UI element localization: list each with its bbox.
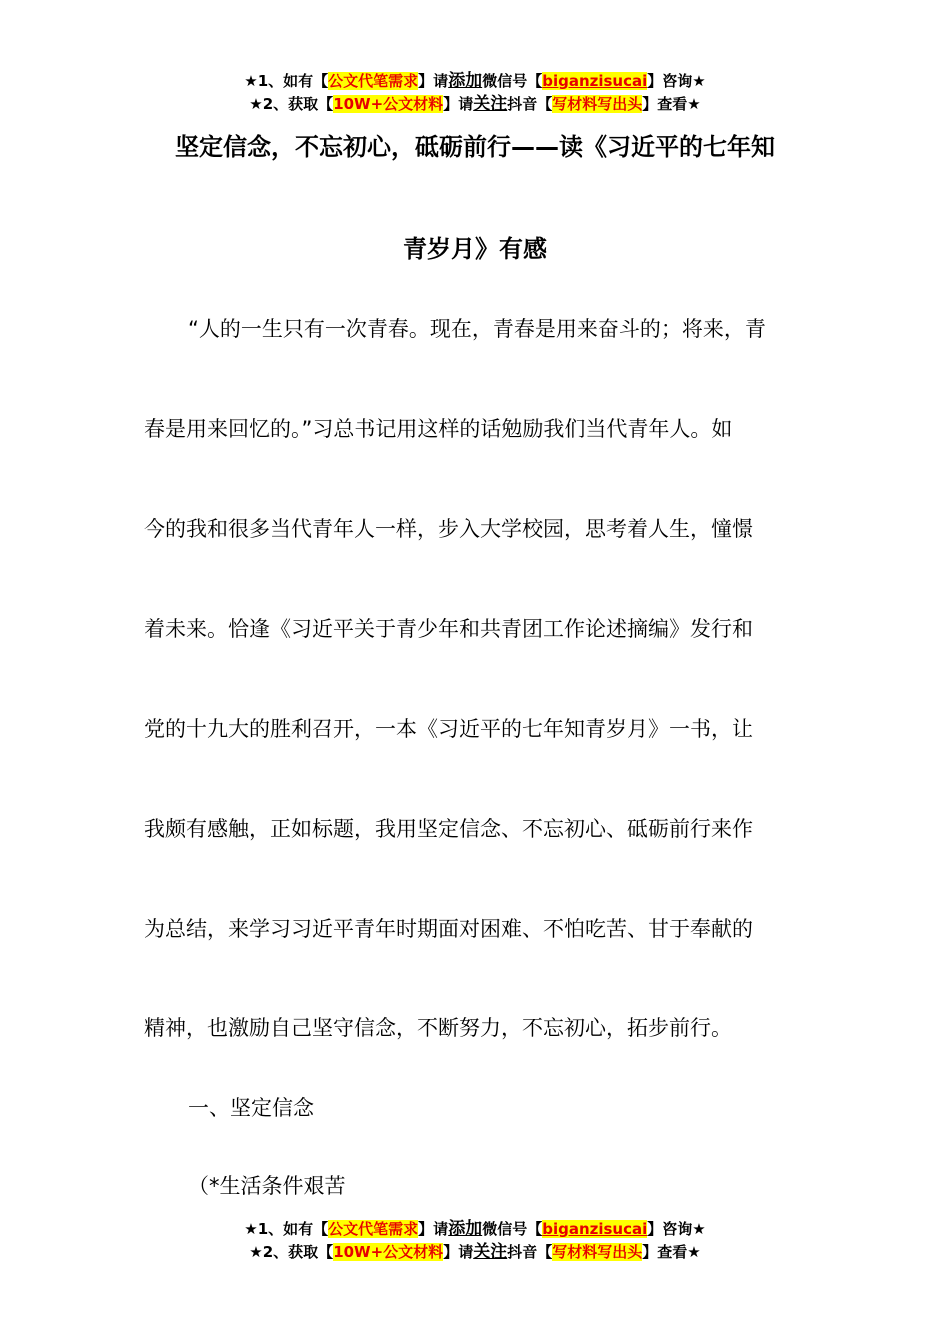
paragraph-line: 党的十九大的胜利召开，一本《习近平的七年知青岁月》一书，让 — [144, 717, 753, 741]
highlight-materials: 10W+公文材料 — [333, 1243, 444, 1261]
highlight-ghostwriting: 公文代笔需求 — [328, 72, 419, 90]
document-title-line-2: 青岁月》有感 — [403, 235, 547, 263]
top-notice — [0, 70, 950, 116]
paragraph-line: 着未来。恰逢《习近平关于青少年和共青团工作论述摘编》发行和 — [144, 617, 753, 641]
notice-line-1: ★1、如有【公文代笔需求】请添加微信号【biganzisucai】咨询★ — [244, 71, 706, 91]
douyin-account[interactable]: 写材料写出头 — [552, 95, 643, 113]
highlight-ghostwriting: 公文代笔需求 — [328, 1220, 419, 1238]
douyin-account[interactable]: 写材料写出头 — [552, 1243, 643, 1261]
notice-line-2: ★2、获取【10W+公文材料】请关注抖音【写材料写出头】查看★ — [249, 1242, 701, 1262]
wechat-id[interactable]: biganzisucai — [542, 72, 648, 90]
highlight-materials: 10W+公文材料 — [333, 95, 444, 113]
document-title-line-1: 坚定信念，不忘初心，砥砺前行——读《习近平的七年知 — [175, 133, 775, 161]
paragraph-line: 春是用来回忆的。”习总书记用这样的话勉励我们当代青年人。如 — [144, 417, 733, 441]
section-heading: 一、坚定信念 — [188, 1096, 314, 1120]
paragraph-line: “人的一生只有一次青春。现在，青春是用来奋斗的；将来，青 — [188, 317, 766, 341]
wechat-id[interactable]: biganzisucai — [542, 1220, 648, 1238]
notice-line-2: ★2、获取【10W+公文材料】请关注抖音【写材料写出头】查看★ — [249, 94, 701, 114]
paragraph-line: 精神，也激励自己坚守信念，不断努力，不忘初心，拓步前行。 — [144, 1016, 732, 1040]
subsection-heading: （*生活条件艰苦 — [188, 1174, 346, 1198]
paragraph-line: 今的我和很多当代青年人一样，步入大学校园，思考着人生，憧憬 — [144, 517, 753, 541]
paragraph-line: 我颇有感触，正如标题，我用坚定信念、不忘初心、砥砺前行来作 — [144, 817, 753, 841]
bottom-notice — [0, 1218, 950, 1264]
notice-line-1: ★1、如有【公文代笔需求】请添加微信号【biganzisucai】咨询★ — [244, 1219, 706, 1239]
paragraph-line: 为总结，来学习习近平青年时期面对困难、不怕吃苦、甘于奉献的 — [144, 917, 753, 941]
